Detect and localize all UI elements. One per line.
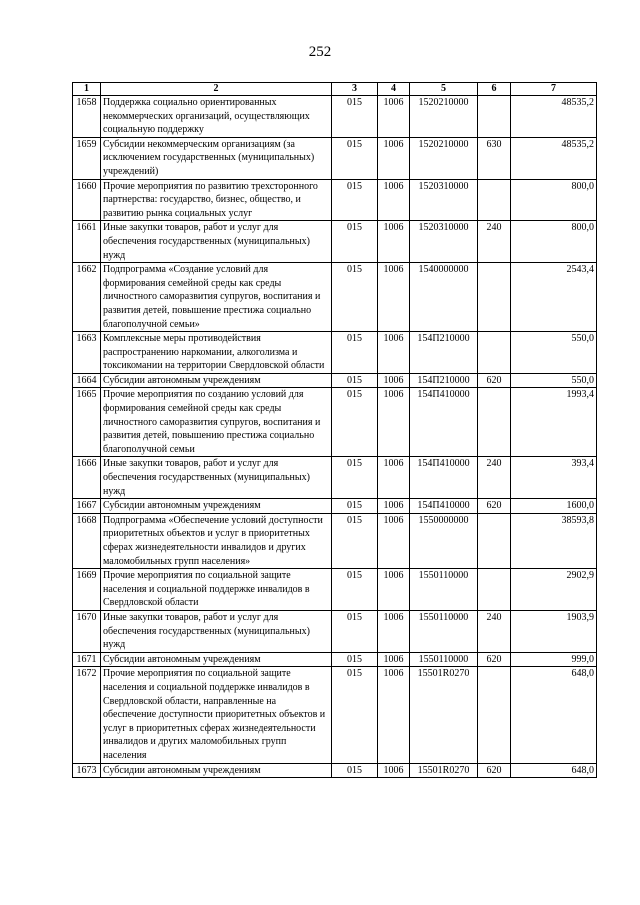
expense-type-code <box>478 96 511 138</box>
header-col-7: 7 <box>511 83 597 96</box>
table-row <box>73 137 597 179</box>
row-name: Поддержка социально ориентированных некоммерческих организаций, осуществляющих социальную поддержку <box>101 96 332 138</box>
table-row <box>73 332 597 374</box>
section-code: 1006 <box>378 667 410 763</box>
section-code: 1006 <box>378 137 410 179</box>
table-row <box>73 652 597 667</box>
amount: 48535,2 <box>511 96 597 138</box>
amount: 648,0 <box>511 667 597 763</box>
ministry-code: 015 <box>332 96 378 138</box>
header-col-3: 3 <box>332 83 378 96</box>
expense-type-code: 620 <box>478 373 511 388</box>
amount: 2543,4 <box>511 263 597 332</box>
section-code: 1006 <box>378 221 410 263</box>
ministry-code: 015 <box>332 457 378 499</box>
row-number: 1669 <box>73 569 101 611</box>
ministry-code: 015 <box>332 179 378 221</box>
target-article-code: 1520210000 <box>410 137 478 179</box>
table-row <box>73 388 597 457</box>
expense-type-code <box>478 179 511 221</box>
row-number: 1659 <box>73 137 101 179</box>
table-header-row <box>73 83 597 96</box>
table-row <box>73 499 597 514</box>
target-article-code: 1520210000 <box>410 96 478 138</box>
row-number: 1672 <box>73 667 101 763</box>
row-number: 1665 <box>73 388 101 457</box>
target-article-code: 1520310000 <box>410 179 478 221</box>
expense-type-code: 630 <box>478 137 511 179</box>
row-number: 1664 <box>73 373 101 388</box>
header-col-1: 1 <box>73 83 101 96</box>
target-article-code: 1550110000 <box>410 610 478 652</box>
amount: 999,0 <box>511 652 597 667</box>
section-code: 1006 <box>378 652 410 667</box>
table-row <box>73 179 597 221</box>
table-row <box>73 263 597 332</box>
expense-type-code <box>478 513 511 568</box>
expense-type-code <box>478 263 511 332</box>
target-article-code: 1520310000 <box>410 221 478 263</box>
target-article-code: 154П410000 <box>410 388 478 457</box>
row-name: Прочие мероприятия по развитию трехсторонного партнерства: государство, бизнес, общество, и развитию рынка социальных услуг <box>101 179 332 221</box>
page-number: 252 <box>308 44 332 60</box>
row-number: 1658 <box>73 96 101 138</box>
row-number: 1670 <box>73 610 101 652</box>
row-number: 1661 <box>73 221 101 263</box>
section-code: 1006 <box>378 373 410 388</box>
row-number: 1666 <box>73 457 101 499</box>
expense-type-code <box>478 332 511 374</box>
ministry-code: 015 <box>332 263 378 332</box>
table-row <box>73 373 597 388</box>
section-code: 1006 <box>378 513 410 568</box>
header-col-6: 6 <box>478 83 511 96</box>
table-row <box>73 763 597 778</box>
table-row <box>73 513 597 568</box>
target-article-code: 15501R0270 <box>410 667 478 763</box>
section-code: 1006 <box>378 179 410 221</box>
amount: 393,4 <box>511 457 597 499</box>
row-name: Подпрограмма «Создание условий для формирования семейной среды как среды личностного саморазвития супругов, воспитания и развития детей, повышение престижа социально благополучной семьи» <box>101 263 332 332</box>
expense-type-code <box>478 569 511 611</box>
row-number: 1668 <box>73 513 101 568</box>
amount: 550,0 <box>511 332 597 374</box>
row-name: Прочие мероприятия по социальной защите населения и социальной поддержке инвалидов в Свердловской области, направленные на обеспечение доступности приоритетных объектов и услуг в приоритетных сферах жизнедеятельности инвалидов и других маломобильных групп населения <box>101 667 332 763</box>
table-row <box>73 457 597 499</box>
header-col-2: 2 <box>101 83 332 96</box>
ministry-code: 015 <box>332 499 378 514</box>
amount: 1903,9 <box>511 610 597 652</box>
ministry-code: 015 <box>332 610 378 652</box>
target-article-code: 154П410000 <box>410 499 478 514</box>
row-name: Иные закупки товаров, работ и услуг для обеспечения государственных (муниципальных) нужд <box>101 610 332 652</box>
row-name: Субсидии автономным учреждениям <box>101 652 332 667</box>
section-code: 1006 <box>378 388 410 457</box>
row-name: Иные закупки товаров, работ и услуг для обеспечения государственных (муниципальных) нужд <box>101 457 332 499</box>
row-number: 1673 <box>73 763 101 778</box>
target-article-code: 154П410000 <box>410 457 478 499</box>
target-article-code: 154П210000 <box>410 373 478 388</box>
row-name: Субсидии некоммерческим организациям (за исключением государственных (муниципальных) учреждений) <box>101 137 332 179</box>
row-number: 1663 <box>73 332 101 374</box>
section-code: 1006 <box>378 763 410 778</box>
amount: 2902,9 <box>511 569 597 611</box>
section-code: 1006 <box>378 569 410 611</box>
target-article-code: 1550110000 <box>410 652 478 667</box>
target-article-code: 15501R0270 <box>410 763 478 778</box>
section-code: 1006 <box>378 499 410 514</box>
amount: 800,0 <box>511 221 597 263</box>
expense-type-code: 240 <box>478 457 511 499</box>
expense-type-code <box>478 667 511 763</box>
table-row <box>73 569 597 611</box>
ministry-code: 015 <box>332 373 378 388</box>
table-row <box>73 610 597 652</box>
amount: 800,0 <box>511 179 597 221</box>
ministry-code: 015 <box>332 388 378 457</box>
amount: 648,0 <box>511 763 597 778</box>
table-row <box>73 667 597 763</box>
expense-type-code: 620 <box>478 499 511 514</box>
ministry-code: 015 <box>332 221 378 263</box>
amount: 48535,2 <box>511 137 597 179</box>
expense-type-code: 620 <box>478 652 511 667</box>
row-number: 1667 <box>73 499 101 514</box>
expense-type-code: 240 <box>478 610 511 652</box>
row-name: Комплексные меры противодействия распространению наркомании, алкоголизма и токсикомании на территории Свердловской области <box>101 332 332 374</box>
table-row <box>73 96 597 138</box>
section-code: 1006 <box>378 263 410 332</box>
table-row <box>73 221 597 263</box>
ministry-code: 015 <box>332 652 378 667</box>
amount: 1993,4 <box>511 388 597 457</box>
row-name: Подпрограмма «Обеспечение условий доступности приоритетных объектов и услуг в приоритетных сферах жизнедеятельности инвалидов и других маломобильных групп населения» <box>101 513 332 568</box>
budget-table <box>72 82 597 778</box>
ministry-code: 015 <box>332 513 378 568</box>
row-name: Субсидии автономным учреждениям <box>101 499 332 514</box>
row-name: Прочие мероприятия по созданию условий для формирования семейной среды как среды личностного саморазвития супругов, воспитания и развития детей, повышению престижа социально благополучной семьи <box>101 388 332 457</box>
row-number: 1660 <box>73 179 101 221</box>
header-col-4: 4 <box>378 83 410 96</box>
ministry-code: 015 <box>332 667 378 763</box>
row-name: Субсидии автономным учреждениям <box>101 763 332 778</box>
row-name: Субсидии автономным учреждениям <box>101 373 332 388</box>
ministry-code: 015 <box>332 137 378 179</box>
amount: 550,0 <box>511 373 597 388</box>
expense-type-code <box>478 388 511 457</box>
ministry-code: 015 <box>332 569 378 611</box>
target-article-code: 1550000000 <box>410 513 478 568</box>
ministry-code: 015 <box>332 332 378 374</box>
section-code: 1006 <box>378 96 410 138</box>
row-name: Иные закупки товаров, работ и услуг для обеспечения государственных (муниципальных) нужд <box>101 221 332 263</box>
ministry-code: 015 <box>332 763 378 778</box>
target-article-code: 1550110000 <box>410 569 478 611</box>
section-code: 1006 <box>378 332 410 374</box>
target-article-code: 1540000000 <box>410 263 478 332</box>
header-col-5: 5 <box>410 83 478 96</box>
target-article-code: 154П210000 <box>410 332 478 374</box>
section-code: 1006 <box>378 610 410 652</box>
amount: 38593,8 <box>511 513 597 568</box>
row-name: Прочие мероприятия по социальной защите населения и социальной поддержке инвалидов в Свердловской области <box>101 569 332 611</box>
section-code: 1006 <box>378 457 410 499</box>
row-number: 1662 <box>73 263 101 332</box>
expense-type-code: 620 <box>478 763 511 778</box>
expense-type-code: 240 <box>478 221 511 263</box>
amount: 1600,0 <box>511 499 597 514</box>
row-number: 1671 <box>73 652 101 667</box>
